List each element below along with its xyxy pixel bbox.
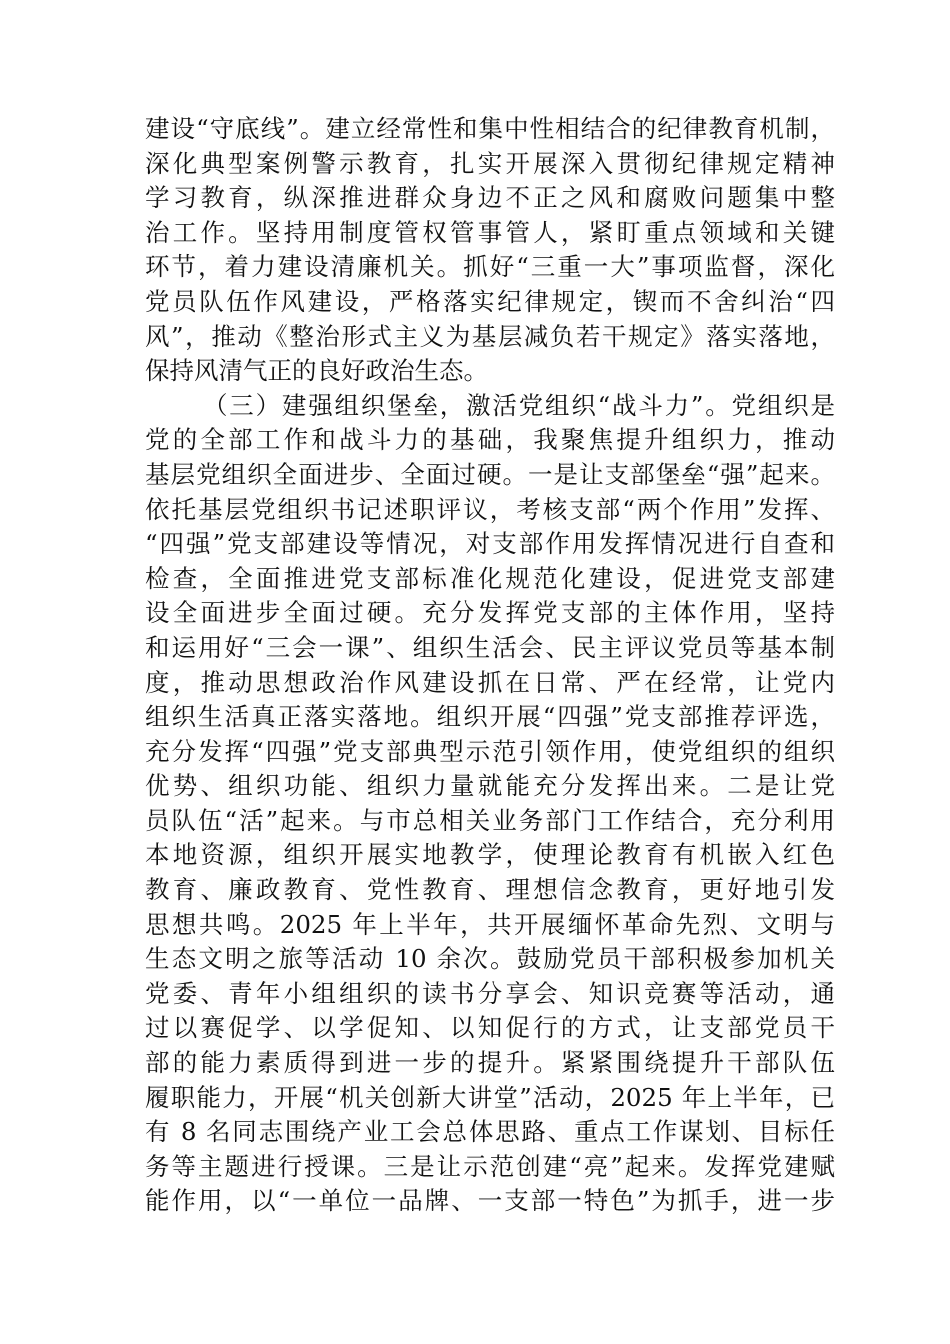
text-line: 治工作。坚持用制度管权管事管人，紧盯重点领域和关键 <box>145 217 835 247</box>
section-heading-line: （三）建强组织堡垒，激活党组织“战斗力”。党组织是 <box>203 390 835 420</box>
text-line: 和运用好“三会一课”、组织生活会、民主评议党员等基本制 <box>145 632 835 662</box>
text-line: 务等主题进行授课。三是让示范创建“亮”起来。发挥党建赋 <box>145 1151 835 1181</box>
text-line: 学习教育，纵深推进群众身边不正之风和腐败问题集中整 <box>145 183 835 213</box>
text-line: 有 8 名同志围绕产业工会总体思路、重点工作谋划、目标任 <box>145 1117 835 1147</box>
text-line: 保持风清气正的良好政治生态。 <box>145 356 488 386</box>
text-line: 履职能力，开展“机关创新大讲堂”活动，2025 年上半年，已 <box>145 1082 835 1112</box>
text-line: 充分发挥“四强”党支部典型示范引领作用，使党组织的组织 <box>145 736 835 766</box>
text-line: 基层党组织全面进步、全面过硬。一是让支部堡垒“强”起来。 <box>145 459 835 489</box>
text-line: 过以赛促学、以学促知、以知促行的方式，让支部党员干 <box>145 1013 835 1043</box>
text-line: 深化典型案例警示教育，扎实开展深入贯彻纪律规定精神 <box>145 148 835 178</box>
paragraph-2 <box>145 389 835 1219</box>
text-line: “四强”党支部建设等情况，对支部作用发挥情况进行自查和 <box>145 529 835 559</box>
text-line: 组织生活真正落实落地。组织开展“四强”党支部推荐评选， <box>145 702 835 732</box>
paragraph-1 <box>145 112 835 389</box>
text-line: 检查，全面推进党支部标准化规范化建设，促进党支部建 <box>145 563 835 593</box>
text-line: 依托基层党组织书记述职评议，考核支部“两个作用”发挥、 <box>145 494 835 524</box>
text-line: 教育、廉政教育、党性教育、理想信念教育，更好地引发 <box>145 875 835 905</box>
text-line: 设全面进步全面过硬。充分发挥党支部的主体作用，坚持 <box>145 598 835 628</box>
text-line: 思想共鸣。2025 年上半年，共开展缅怀革命先烈、文明与 <box>145 909 835 939</box>
text-line: 优势、组织功能、组织力量就能充分发挥出来。二是让党 <box>145 771 835 801</box>
text-line: 度，推动思想政治作风建设抓在日常、严在经常，让党内 <box>145 667 835 697</box>
text-line: 环节，着力建设清廉机关。抓好“三重一大”事项监督，深化 <box>145 252 835 282</box>
document-body <box>145 112 835 1219</box>
text-line: 生态文明之旅等活动 10 余次。鼓励党员干部积极参加机关 <box>145 944 835 974</box>
text-line: 风”，推动《整治形式主义为基层减负若干规定》落实落地， <box>145 321 835 351</box>
text-line: 员队伍“活”起来。与市总相关业务部门工作结合，充分利用 <box>145 805 835 835</box>
text-line: 党的全部工作和战斗力的基础，我聚焦提升组织力，推动 <box>145 425 835 455</box>
text-line: 能作用，以“一单位一品牌、一支部一特色”为抓手，进一步 <box>145 1186 835 1216</box>
text-line: 党员队伍作风建设，严格落实纪律规定，锲而不舍纠治“四 <box>145 286 835 316</box>
text-line: 党委、青年小组组织的读书分享会、知识竞赛等活动，通 <box>145 978 835 1008</box>
text-line: 部的能力素质得到进一步的提升。紧紧围绕提升干部队伍 <box>145 1048 835 1078</box>
text-line: 本地资源，组织开展实地教学，使理论教育有机嵌入红色 <box>145 840 835 870</box>
text-line: 建设“守底线”。建立经常性和集中性相结合的纪律教育机制， <box>145 114 835 143</box>
